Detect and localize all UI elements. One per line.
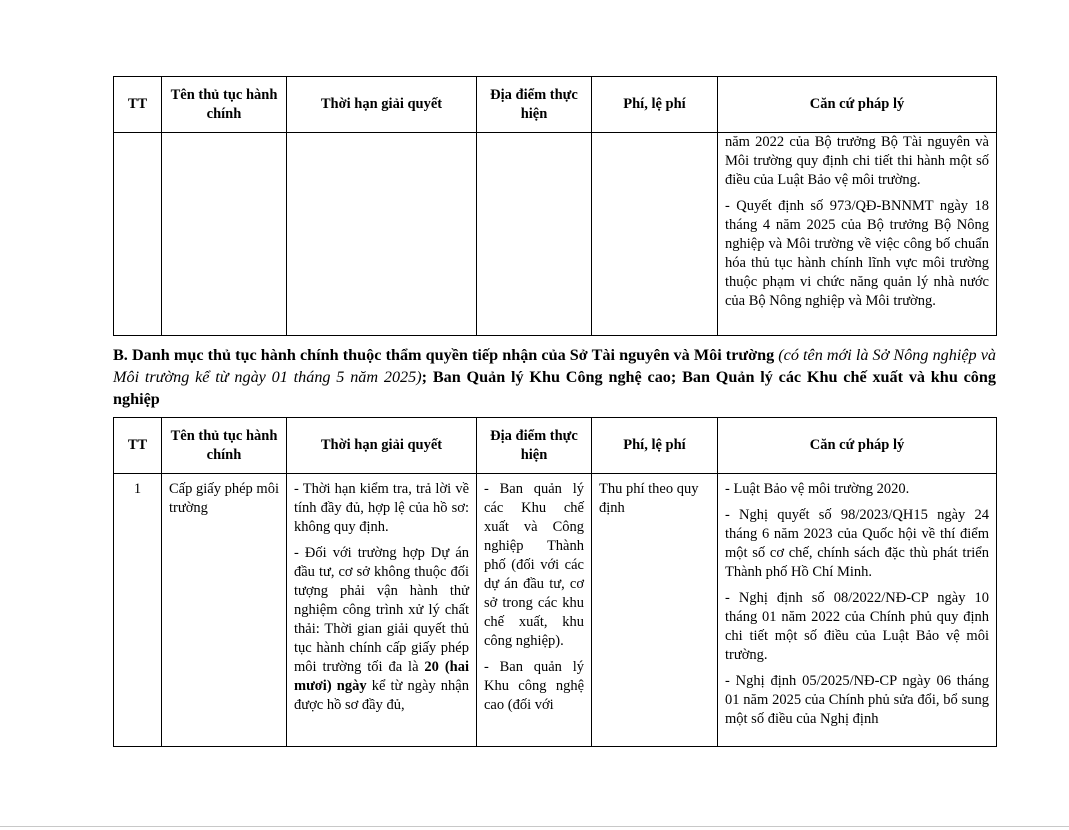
header-phi-le-phi: Phí, lệ phí [592,77,718,133]
cell-tt: 1 [114,474,162,747]
can-cu-text: - Nghị định 05/2025/NĐ-CP ngày 06 tháng 01 năm 2025 của Chính phủ sửa đổi, bổ sung một số điều của Nghị định [725,673,989,727]
can-cu-text: - Luật Bảo vệ môi trường 2020. [725,481,910,497]
table-row [114,133,997,336]
header-ten-thu-tuc: Tên thủ tục hành chính [162,418,287,474]
header-dia-diem: Địa điểm thực hiện [477,418,592,474]
section-b-heading [113,344,996,410]
header-can-cu: Căn cứ pháp lý [718,77,997,133]
header-dia-diem: Địa điểm thực hiện [477,77,592,133]
header-thoi-han: Thời hạn giải quyết [287,418,477,474]
header-thoi-han: Thời hạn giải quyết [287,77,477,133]
cell-dia-diem [477,474,592,747]
header-ten-thu-tuc: Tên thủ tục hành chính [162,77,287,133]
can-cu-text: năm 2022 của Bộ trưởng Bộ Tài nguyên và Môi trường quy định chi tiết thi hành một số điều của Luật Bảo vệ môi trường. [725,134,989,188]
cell-thoi-han [287,133,477,336]
section-b-title-cont: ; Ban Quản lý Khu Công nghệ cao; Ban Quản lý các Khu chế xuất và khu công nghiệp [113,368,996,408]
header-tt: TT [114,418,162,474]
table-header-row [114,77,997,133]
cell-can-cu [718,133,997,336]
cell-dia-diem [477,133,592,336]
cell-phi: Thu phí theo quy định [592,474,718,747]
section-b-note: (có tên mới là Sở Nông nghiệp và Môi trường kể từ ngày 01 tháng 5 năm 2025) [113,346,997,386]
can-cu-text: - Nghị quyết số 98/2023/QH15 ngày 24 tháng 6 năm 2023 của Quốc hội về thí điểm một số cơ chế, chính sách đặc thù phát triển Thành phố Hồ Chí Minh. [725,507,989,580]
thoi-han-text [294,544,469,715]
cell-ten: Cấp giấy phép môi trường [162,474,287,747]
header-can-cu: Căn cứ pháp lý [718,418,997,474]
cell-thoi-han [287,474,477,747]
thoi-han-bold: 20 (hai mươi) ngày [294,659,469,694]
section-b-title: B. Danh mục thủ tục hành chính thuộc thẩm quyền tiếp nhận của Sở Tài nguyên và Môi trường [113,346,775,364]
thoi-han-text-part: - Đối với trường hợp Dự án đầu tư, cơ sở không thuộc đối tượng phải vận hành thử nghiệm công trình xử lý chất thải: Thời gian giải quyết thủ tục hành chính cấp giấy phép môi trường tối đa là [294,545,469,675]
thoi-han-text-part: kể từ ngày nhận được hồ sơ đầy đủ, [294,678,469,713]
table-row [114,474,997,747]
cell-tt [114,133,162,336]
procedure-table-continued [113,76,997,336]
header-tt: TT [114,77,162,133]
cell-can-cu [718,474,997,747]
thoi-han-text: - Thời hạn kiểm tra, trả lời về tính đầy đủ, hợp lệ của hồ sơ: không quy định. [294,481,469,535]
dia-diem-text: - Ban quản lý Khu công nghệ cao (đối với [484,659,584,713]
can-cu-text: - Quyết định số 973/QĐ-BNNMT ngày 18 tháng 4 năm 2025 của Bộ trưởng Bộ Nông nghiệp và Môi trường về việc công bố chuẩn hóa thủ tục hành chính lĩnh vực môi trường thuộc phạm vi chức năng quản lý nhà nước của Bộ Nông nghiệp và Môi trường. [725,198,989,309]
header-phi-le-phi: Phí, lệ phí [592,418,718,474]
procedure-table [113,417,997,747]
page-divider [0,826,1069,827]
dia-diem-text: - Ban quản lý các Khu chế xuất và Công nghiệp Thành phố (đối với các dự án đầu tư, cơ sở trong các khu chế xuất, khu công nghiệp). [484,481,584,649]
table-header-row [114,418,997,474]
cell-phi [592,133,718,336]
can-cu-text: - Nghị định số 08/2022/NĐ-CP ngày 10 tháng 01 năm 2022 của Chính phủ quy định chi tiết một số điều của Luật Bảo vệ môi trường. [725,590,989,663]
cell-ten [162,133,287,336]
